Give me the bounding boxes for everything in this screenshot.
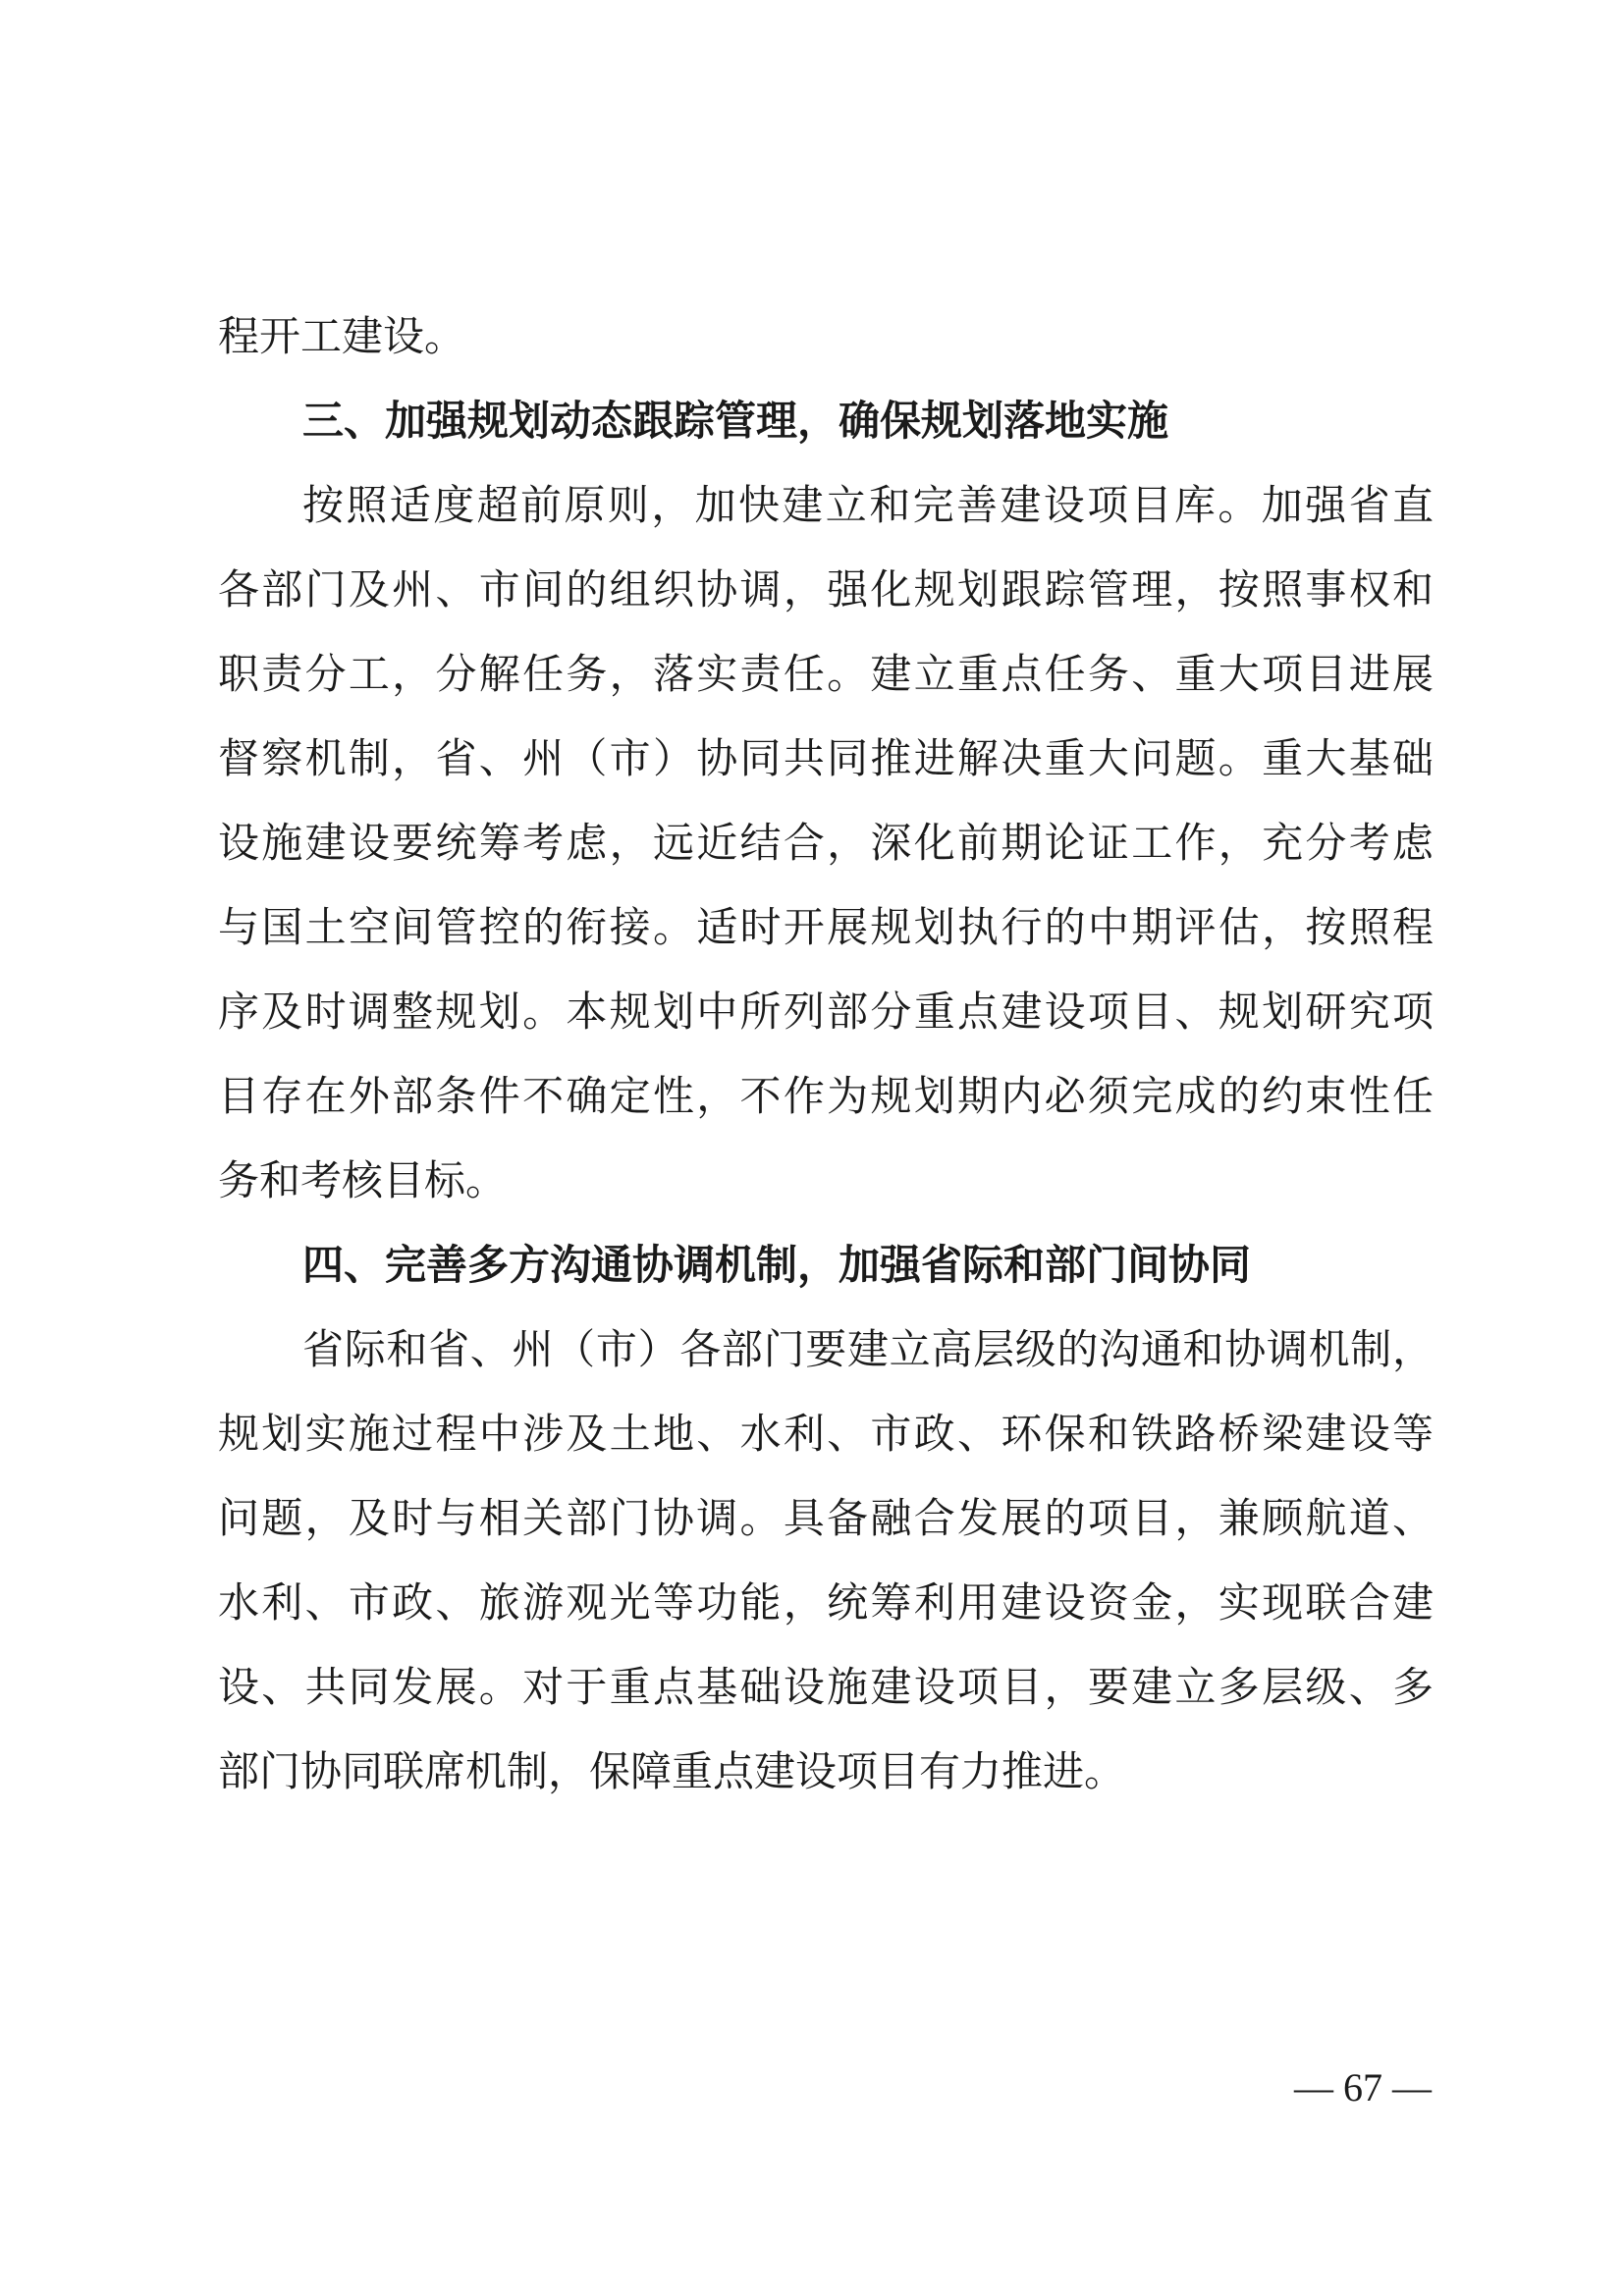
text-line: 规划实施过程中涉及土地、水利、市政、环保和铁路桥梁建设等 xyxy=(218,1410,1434,1458)
page-number: — 67 — xyxy=(1294,2065,1432,2109)
text-line: 督察机制，省、州（市）协同共同推进解决重大问题。重大基础 xyxy=(218,734,1434,782)
text-line: 各部门及州、市间的组织协调，强化规划跟踪管理，按照事权和 xyxy=(218,565,1434,614)
paragraph xyxy=(218,1308,1434,1814)
paragraph xyxy=(218,463,1434,1223)
text-line: 部门协同联席机制，保障重点建设项目有力推进。 xyxy=(218,1747,1126,1795)
text-line: 目存在外部条件不确定性，不作为规划期内必须完成的约束性任 xyxy=(218,1072,1434,1120)
text-line: 省际和省、州（市）各部门要建立高层级的沟通和协调机制， xyxy=(302,1325,1434,1373)
text-line: 设施建设要统筹考虑，远近结合，深化前期论证工作，充分考虑 xyxy=(218,819,1434,867)
text-line: 问题，及时与相关部门协调。具备融合发展的项目，兼顾航道、 xyxy=(218,1494,1434,1542)
document-body xyxy=(218,294,1434,1814)
section-heading: 四、完善多方沟通协调机制，加强省际和部门间协同 xyxy=(302,1241,1252,1289)
text-line: 序及时调整规划。本规划中所列部分重点建设项目、规划研究项 xyxy=(218,988,1434,1036)
section-heading: 三、加强规划动态跟踪管理，确保规划落地实施 xyxy=(302,397,1169,445)
text-line: 程开工建设。 xyxy=(218,312,466,360)
text-line: 按照适度超前原则，加快建立和完善建设项目库。加强省直 xyxy=(302,481,1434,529)
text-line: 水利、市政、旅游观光等功能，统筹利用建设资金，实现联合建 xyxy=(218,1578,1434,1627)
text-line: 设、共同发展。对于重点基础设施建设项目，要建立多层级、多 xyxy=(218,1663,1434,1711)
text-line: 务和考核目标。 xyxy=(218,1156,508,1204)
text-line: 与国土空间管控的衔接。适时开展规划执行的中期评估，按照程 xyxy=(218,903,1434,951)
text-line: 职责分工，分解任务，落实责任。建立重点任务、重大项目进展 xyxy=(218,650,1434,698)
paragraph xyxy=(218,294,1434,379)
